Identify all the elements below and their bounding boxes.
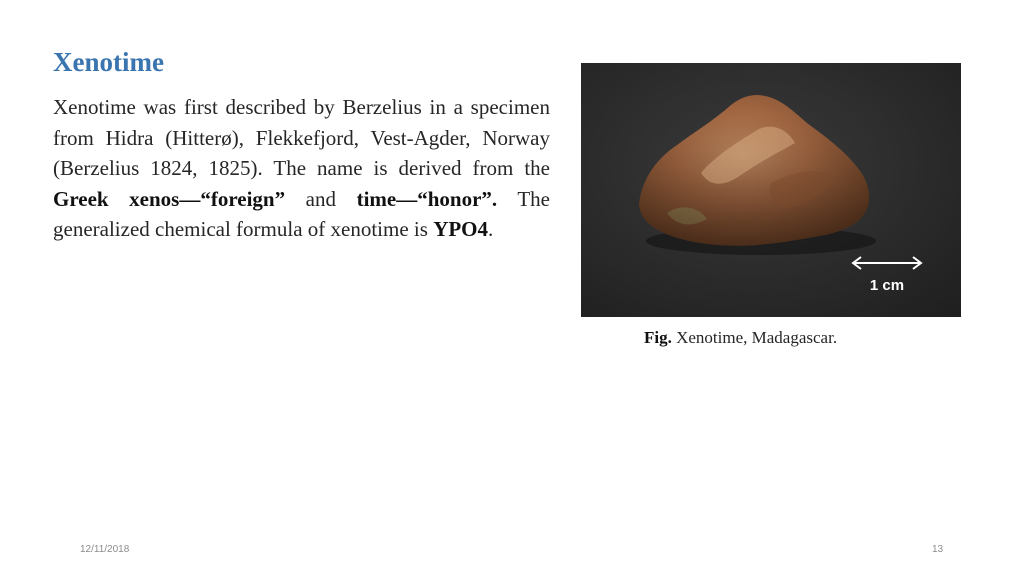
body-bold-greek-xenos: Greek xenos—“foreign”: [53, 186, 286, 211]
body-bold-formula: YPO4: [433, 217, 489, 241]
scale-label: 1 cm: [869, 277, 905, 294]
slide-title: Xenotime: [53, 47, 164, 77]
figure-caption: [644, 326, 837, 350]
body-text-part: and: [285, 186, 357, 211]
page-number: 13: [932, 544, 944, 555]
xenotime-photo: [581, 63, 961, 317]
body-text-part: Xenotime was first described by Berzelius in a specimen from Hidra (Hitterø), Flekkefjord, Vest-Agder, Norway (Berzelius 1824, 1825). The name is derived from the: [53, 95, 550, 180]
caption-text: Xenotime, Madagascar.: [671, 328, 838, 347]
body-bold-time-honor: time—“honor”.: [356, 186, 498, 211]
body-text-part: The generalized chemical formula of xenotime is: [53, 186, 550, 241]
footer-date: 12/11/2018: [80, 544, 130, 555]
body-paragraph: [53, 92, 550, 245]
body-text-part: .: [488, 217, 494, 241]
caption-prefix: Fig.: [644, 328, 672, 347]
